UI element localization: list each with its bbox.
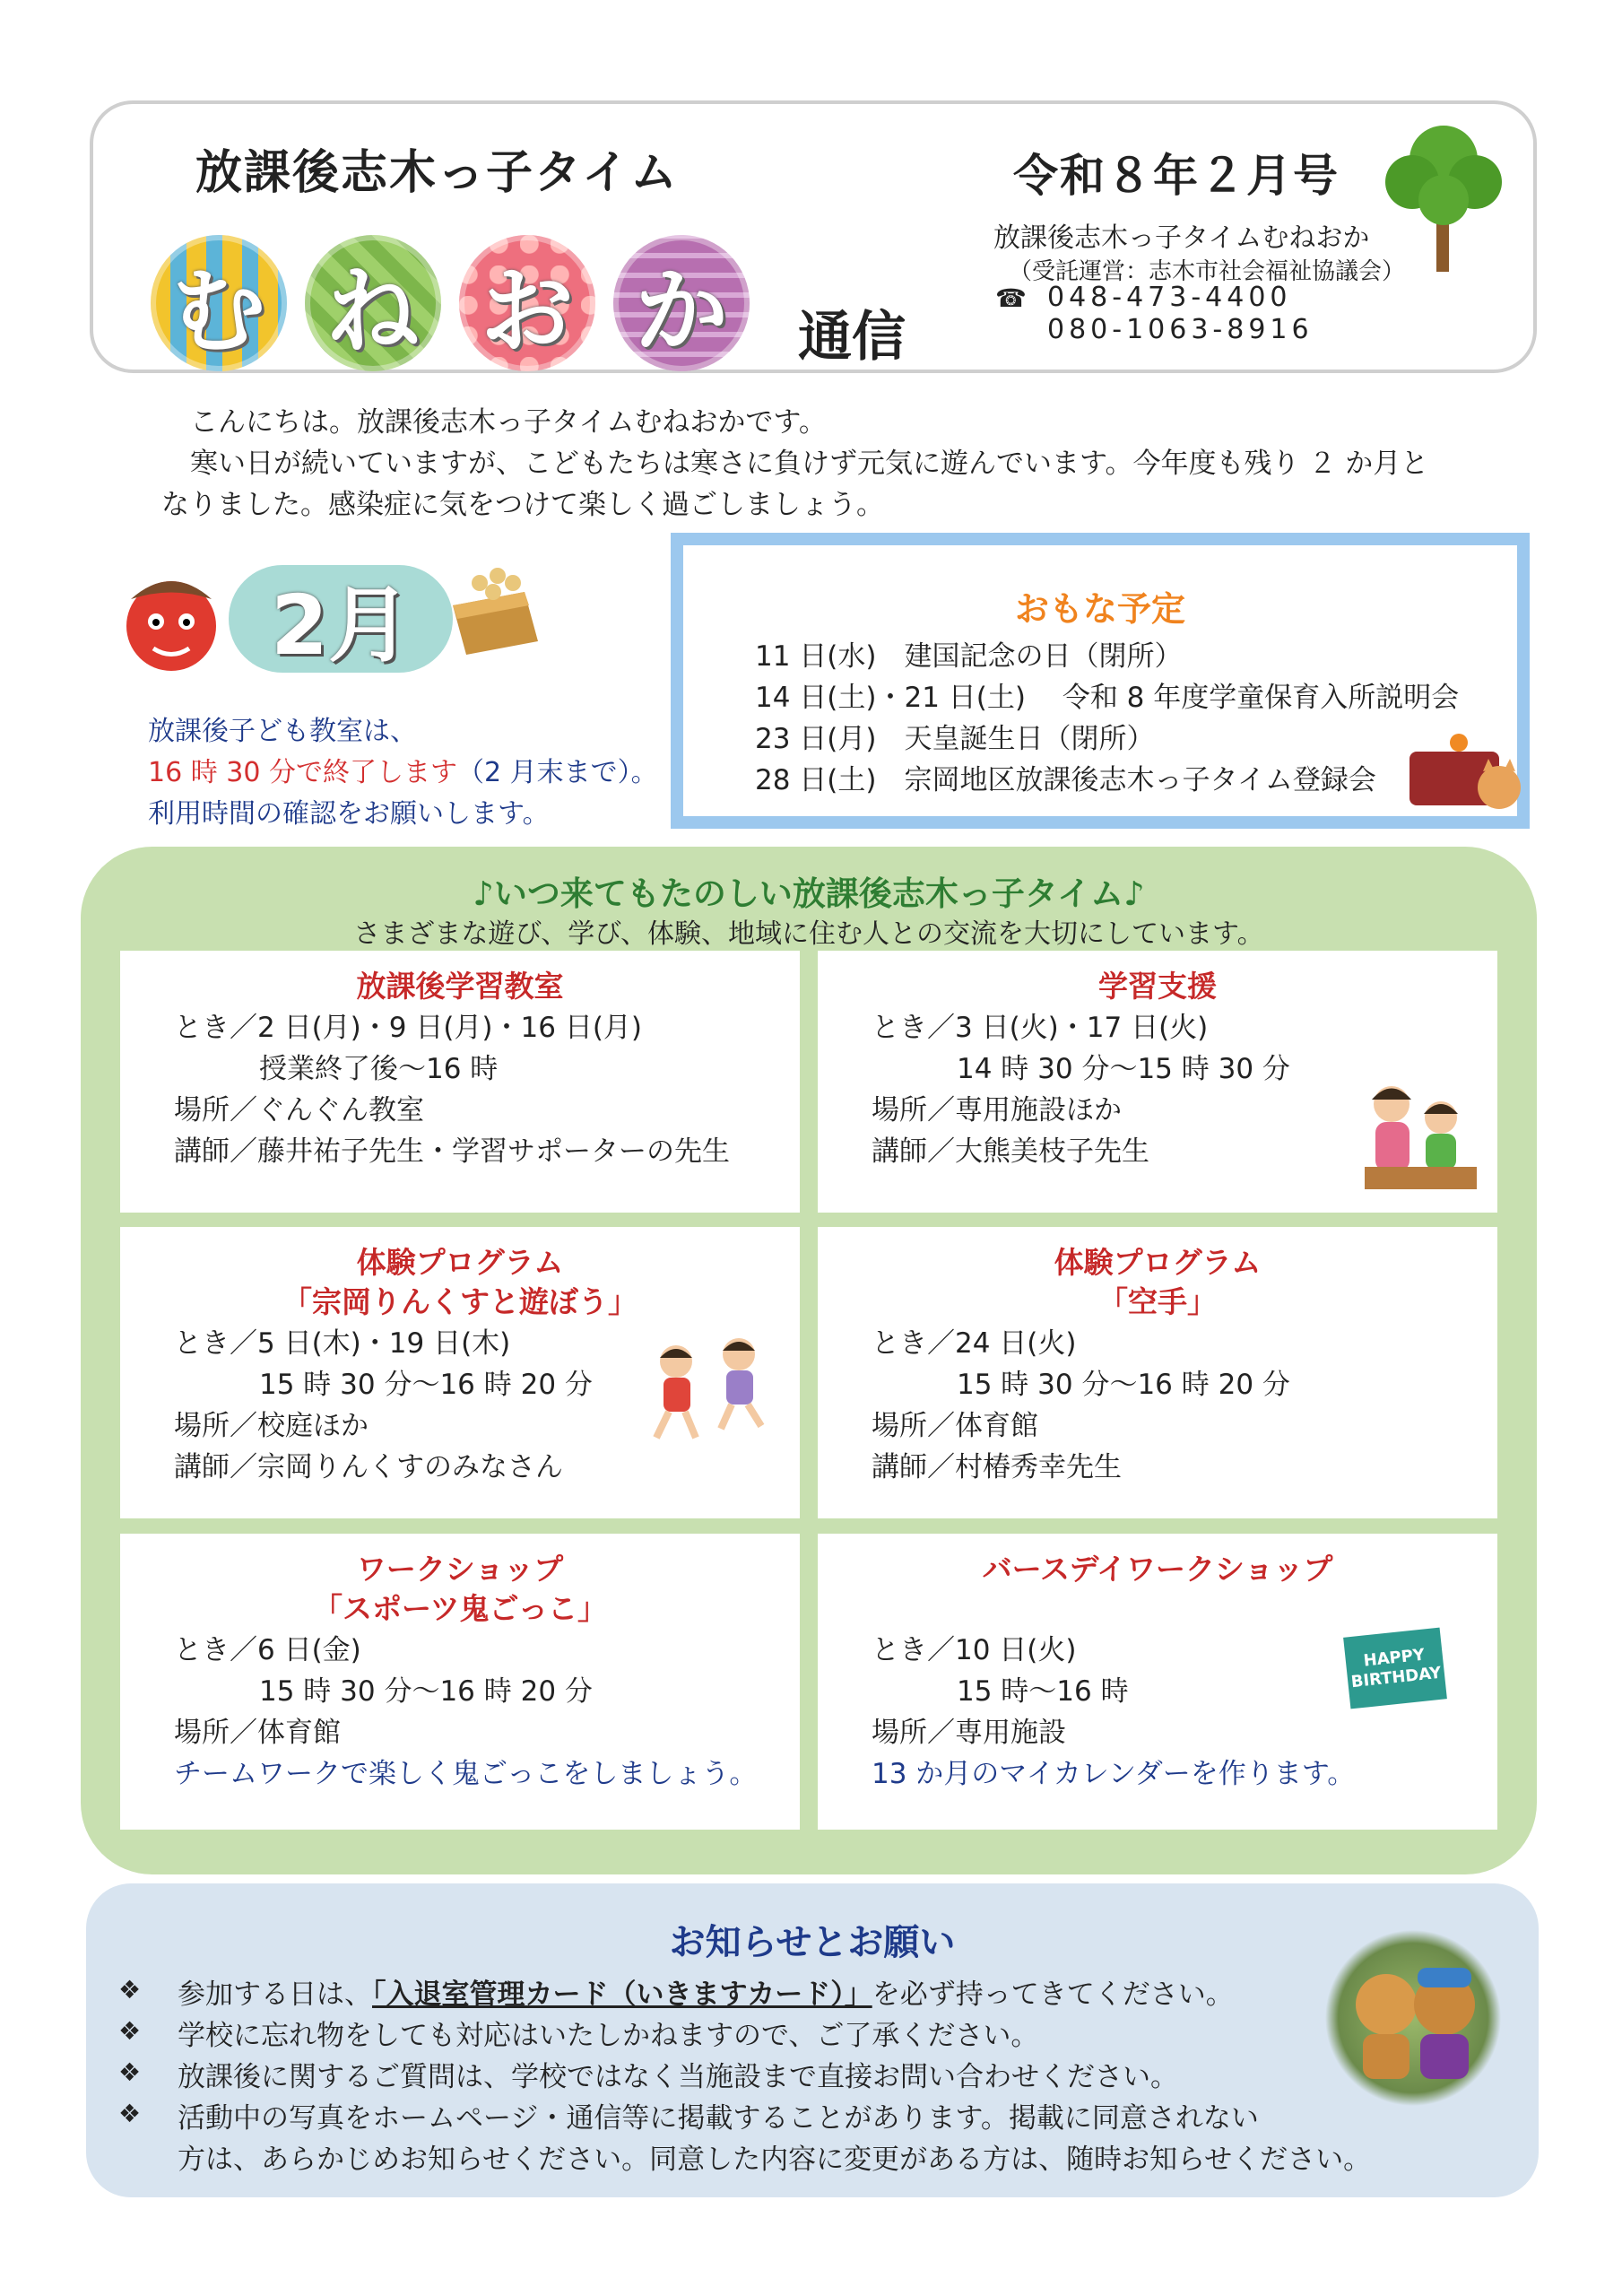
entry-card-name: 「入退室管理カード（いきますカード）」 — [372, 1979, 872, 2011]
logo-char-o: お — [459, 235, 595, 371]
kyoshitsu-note-1: 放課後子ども教室は、 — [148, 716, 417, 747]
tree-icon — [1381, 115, 1506, 276]
kyoshitsu-note-2 — [148, 750, 658, 789]
activity-when: とき／3 日(火)・17 日(火) — [872, 1012, 1209, 1044]
logo-char-ka: か — [613, 235, 750, 371]
notice-item-1-a: 参加する日は、 — [178, 1979, 372, 2011]
intro-line-1: こんにちは。放課後志木っ子タイムむねおかです。 — [190, 406, 827, 439]
activity-teacher: 講師／宗岡りんくすのみなさん — [174, 1451, 563, 1483]
activity-time: 14 時 30 分～15 時 30 分 — [957, 1053, 1290, 1085]
activity-card-title: 体験プログラム — [1054, 1245, 1262, 1280]
activity-place: 場所／体育館 — [174, 1717, 341, 1749]
activity-when: とき／2 日(月)・9 日(月)・16 日(月) — [174, 1012, 643, 1044]
activities-subtitle: さまざまな遊び、学び、体験、地域に住む人との交流を大切にしています。 — [353, 918, 1264, 950]
notice-item-4: 活動中の写真をホームページ・通信等に掲載することがあります。掲載に同意されない — [178, 2102, 1259, 2135]
notice-item-2: 学校に忘れ物をしても対応はいたしかねますので、ご了承ください。 — [178, 2020, 1039, 2052]
activities-title: ♪いつ来てもたのしい放課後志木っ子タイム♪ — [473, 874, 1145, 913]
bean-box-icon — [439, 556, 547, 664]
activity-card-title: ワークショップ — [356, 1552, 564, 1587]
schedule-box — [671, 533, 1530, 829]
activity-time: 15 時 30 分～16 時 20 分 — [957, 1369, 1290, 1401]
activity-teacher: 講師／村椿秀幸先生 — [872, 1451, 1122, 1483]
activity-place: 場所／専用施設 — [872, 1717, 1066, 1749]
notice-title: お知らせとお願い — [669, 1922, 956, 1963]
notice-item-3: 放課後に関するご質問は、学校ではなく当施設まで直接お問い合わせください。 — [178, 2061, 1178, 2093]
activity-description: 13 か月のマイカレンダーを作ります。 — [872, 1758, 1356, 1790]
end-time-period: （2 月末まで）。 — [456, 757, 658, 788]
schedule-row: 14 日(土)・21 日(土) 令和 8 年度学童保育入所説明会 — [755, 682, 1460, 714]
logo-char-mu: む — [151, 235, 287, 371]
kyoshitsu-note-3: 利用時間の確認をお願いします。 — [148, 798, 550, 830]
activity-place: 場所／校庭ほか — [174, 1410, 369, 1442]
activity-when: とき／5 日(木)・19 日(木) — [174, 1327, 511, 1360]
notice-item-1 — [178, 1971, 1234, 2012]
org-operator: （受託運営：志木市社会福祉協議会） — [1009, 258, 1406, 285]
activity-card-study-support — [818, 951, 1497, 1213]
bullet-icon: ❖ — [118, 2057, 142, 2087]
schedule-row: 11 日(水) 建国記念の日（閉所） — [755, 640, 1183, 673]
schedule-title: おもな予定 — [1014, 589, 1185, 629]
intro-line-3: なりました。感染症に気をつけて楽しく過ごしましょう。 — [161, 489, 884, 521]
activity-card-links — [120, 1227, 800, 1518]
activity-card-title: バースデイワークショップ — [982, 1552, 1333, 1587]
activity-card-subtitle: 「スポーツ鬼ごっこ」 — [312, 1591, 608, 1626]
running-kids-illustration — [640, 1335, 784, 1451]
activity-place: 場所／専用施設ほか — [872, 1094, 1122, 1126]
phone-number-1: 048-473-4400 — [1047, 282, 1292, 313]
activity-card-oni-gokko — [120, 1534, 800, 1830]
org-name: 放課後志木っ子タイムむねおか — [993, 222, 1370, 254]
tutor-illustration — [1356, 1073, 1481, 1198]
end-time-highlight: 16 時 30 分で終了します — [148, 757, 457, 788]
bullet-icon: ❖ — [118, 1975, 142, 2005]
newsletter-label: 通信 — [798, 306, 906, 369]
activity-card-subtitle: 「宗岡りんくすと遊ぼう」 — [282, 1284, 638, 1319]
bullet-icon: ❖ — [118, 2099, 142, 2128]
notice-item-4-cont: 方は、あらかじめお知らせください。同意した内容に変更がある方は、随時お知らせください。 — [178, 2144, 1372, 2176]
activity-card-birthday — [818, 1534, 1497, 1830]
notice-item-1-b: を必ず持ってきてください。 — [872, 1979, 1234, 2011]
activity-when: とき／6 日(金) — [174, 1634, 361, 1666]
bullet-icon: ❖ — [118, 2016, 142, 2046]
activity-place: 場所／体育館 — [872, 1410, 1038, 1442]
mascot-photo — [1323, 1928, 1503, 2108]
oni-icon — [113, 563, 230, 680]
activity-card-study-class — [120, 951, 800, 1213]
notice-section — [86, 1883, 1539, 2197]
activities-section — [81, 847, 1537, 1874]
activity-when: とき／10 日(火) — [872, 1634, 1077, 1666]
activity-teacher: 講師／藤井祐子先生・学習サポーターの先生 — [174, 1135, 730, 1168]
kotatsu-cat-icon — [1409, 725, 1526, 823]
activity-card-karate — [818, 1227, 1497, 1518]
activity-time: 授業終了後～16 時 — [259, 1053, 499, 1085]
activity-time: 15 時～16 時 — [957, 1675, 1129, 1708]
activity-place: 場所／ぐんぐん教室 — [174, 1094, 424, 1126]
activity-when: とき／24 日(火) — [872, 1327, 1077, 1360]
activity-time: 15 時 30 分～16 時 20 分 — [259, 1675, 593, 1708]
activity-time: 15 時 30 分～16 時 20 分 — [259, 1369, 593, 1401]
activity-card-subtitle: 「空手」 — [1098, 1284, 1217, 1319]
intro-line-2: 寒い日が続いていますが、こどもたちは寒さに負けず元気に遊んでいます。今年度も残り ２ か月と — [190, 448, 1429, 480]
phone-number-2: 080-1063-8916 — [1047, 314, 1314, 345]
schedule-row: 28 日(土) 宗岡地区放課後志木っ子タイム登録会 — [755, 764, 1376, 796]
activity-card-title: 体験プログラム — [356, 1245, 564, 1280]
activity-card-title: 放課後学習教室 — [356, 969, 564, 1004]
program-name: 放課後志木っ子タイム — [195, 146, 679, 200]
phone-icon: ☎ — [995, 283, 1027, 313]
schedule-row: 23 日(月) 天皇誕生日（閉所） — [755, 723, 1155, 755]
month-badge: 2月 — [229, 565, 453, 673]
birthday-card-icon: HAPPY BIRTHDAY — [1343, 1628, 1447, 1709]
activity-teacher: 講師／大熊美枝子先生 — [872, 1135, 1149, 1168]
activity-description: チームワークで楽しく鬼ごっこをしましょう。 — [174, 1758, 758, 1790]
issue-date: 令和８年２月号 — [1013, 150, 1340, 202]
activity-card-title: 学習支援 — [1098, 969, 1217, 1004]
logo-char-ne: ね — [305, 235, 441, 371]
